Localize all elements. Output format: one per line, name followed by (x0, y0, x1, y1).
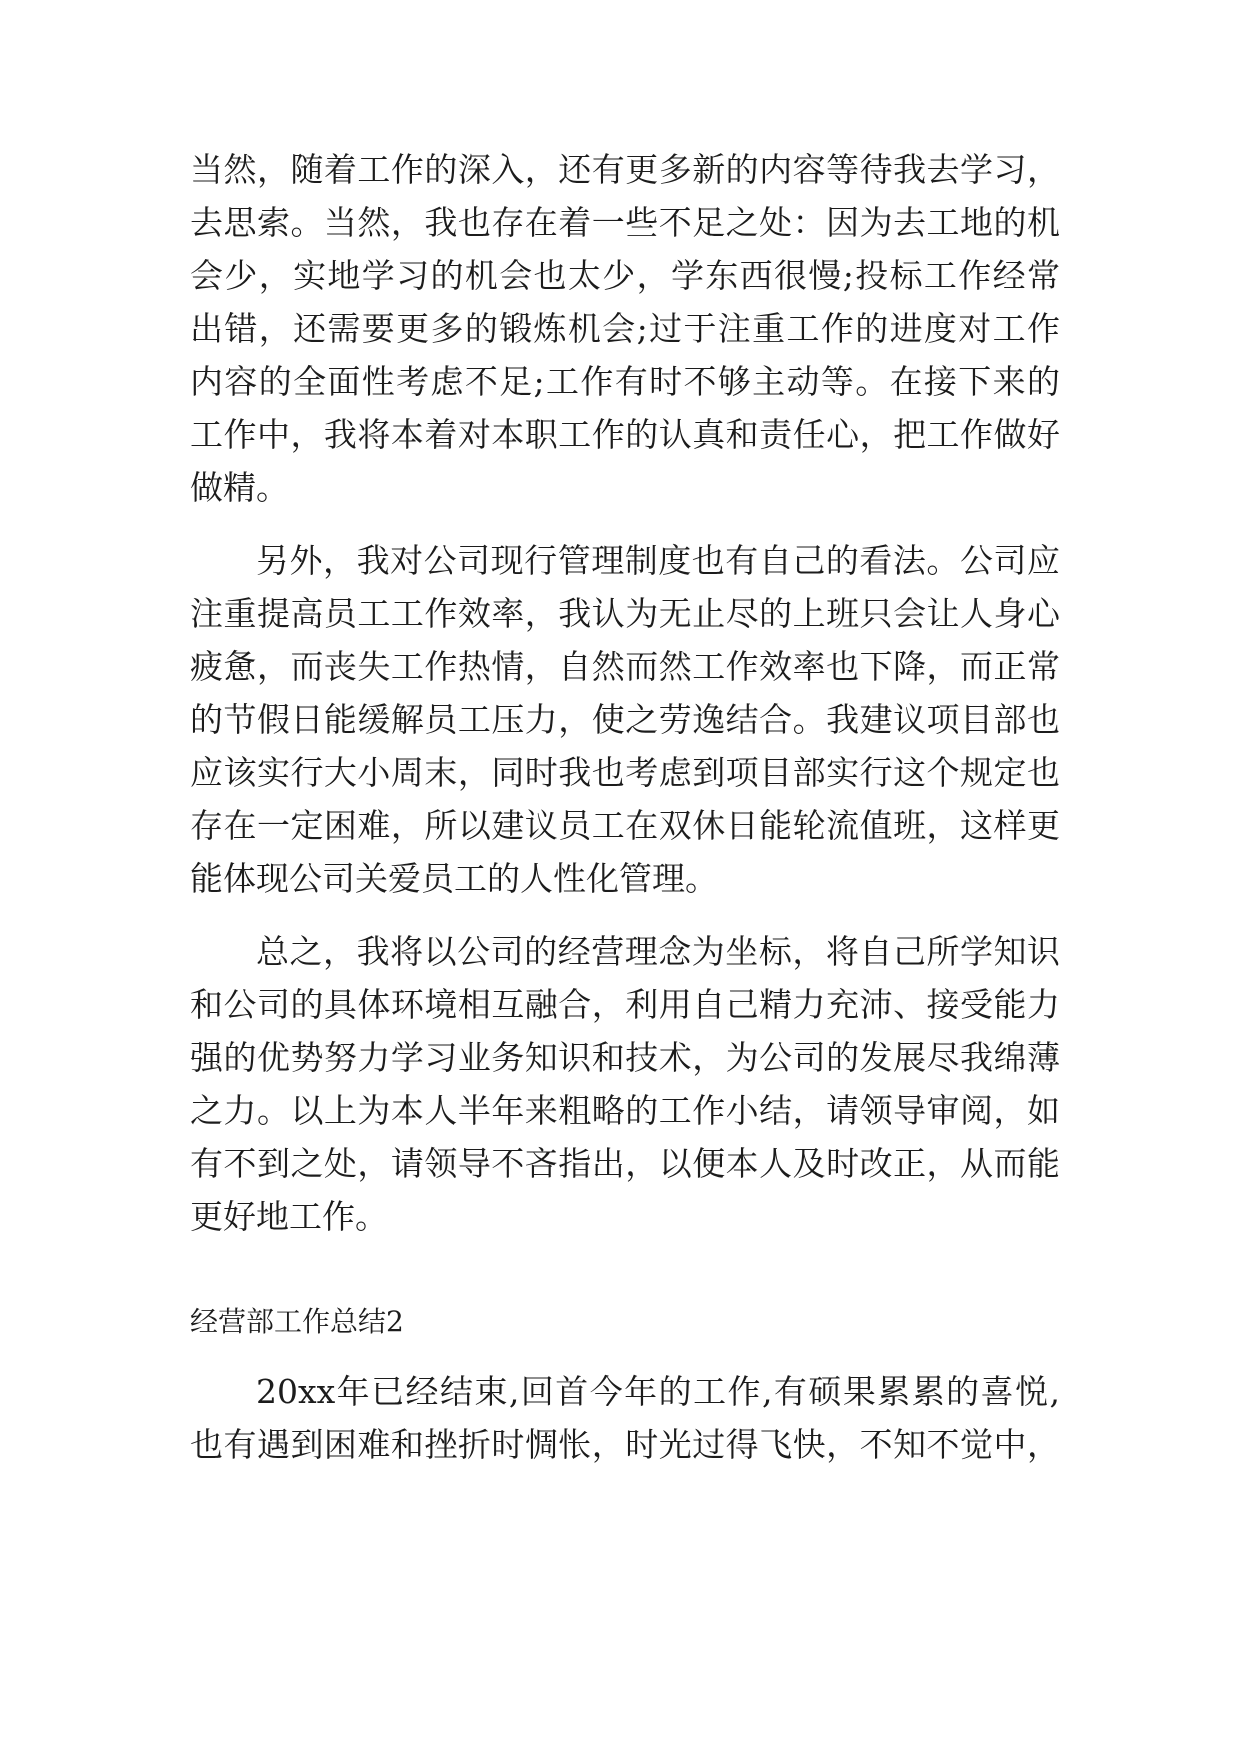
paragraph-3-line-5: 有不到之处，请领导不吝指出，以便本人及时改正，从而能 (190, 1144, 1060, 1183)
paragraph-1-line-5: 内容的全面性考虑不足;工作有时不够主动等。在接下来的 (190, 362, 1060, 401)
paragraph-2-line-6: 存在一定困难，所以建议员工在双休日能轮流值班，这样更 (190, 806, 1060, 845)
paragraph-2-line-7: 能体现公司关爱员工的人性化管理。 (190, 859, 718, 898)
paragraph-1-line-3: 会少，实地学习的机会也太少，学东西很慢;投标工作经常 (190, 256, 1060, 295)
paragraph-4-line-1: 20xx年已经结束,回首今年的工作,有硕果累累的喜悦, (256, 1372, 1060, 1411)
paragraph-3-line-4: 之力。以上为本人半年来粗略的工作小结，请领导审阅，如 (190, 1091, 1060, 1130)
paragraph-1-line-4: 出错，还需要更多的锻炼机会;过于注重工作的进度对工作 (190, 309, 1060, 348)
paragraph-2-line-2: 注重提高员工工作效率，我认为无止尽的上班只会让人身心 (190, 594, 1060, 633)
paragraph-2-line-4: 的节假日能缓解员工压力，使之劳逸结合。我建议项目部也 (190, 700, 1060, 739)
paragraph-2-line-5: 应该实行大小周末，同时我也考虑到项目部实行这个规定也 (190, 753, 1060, 792)
paragraph-1-line-6: 工作中，我将本着对本职工作的认真和责任心，把工作做好 (190, 415, 1060, 454)
paragraph-2-line-3: 疲惫，而丧失工作热情，自然而然工作效率也下降，而正常 (190, 647, 1060, 686)
paragraph-3-line-6: 更好地工作。 (190, 1197, 388, 1236)
paragraph-1-line-1: 当然，随着工作的深入，还有更多新的内容等待我去学习， (190, 150, 1060, 189)
paragraph-3-line-2: 和公司的具体环境相互融合，利用自己精力充沛、接受能力 (190, 985, 1060, 1024)
paragraph-3-line-1: 总之，我将以公司的经营理念为坐标，将自己所学知识 (256, 932, 1060, 971)
section-heading: 经营部工作总结2 (190, 1305, 404, 1338)
paragraph-3-line-3: 强的优势努力学习业务知识和技术，为公司的发展尽我绵薄 (190, 1038, 1060, 1077)
paragraph-2-line-1: 另外，我对公司现行管理制度也有自己的看法。公司应 (256, 541, 1060, 580)
paragraph-1-line-7: 做精。 (190, 468, 289, 507)
paragraph-1-line-2: 去思索。当然，我也存在着一些不足之处：因为去工地的机 (190, 203, 1060, 242)
paragraph-4-line-2: 也有遇到困难和挫折时惆怅，时光过得飞快，不知不觉中， (190, 1425, 1060, 1464)
